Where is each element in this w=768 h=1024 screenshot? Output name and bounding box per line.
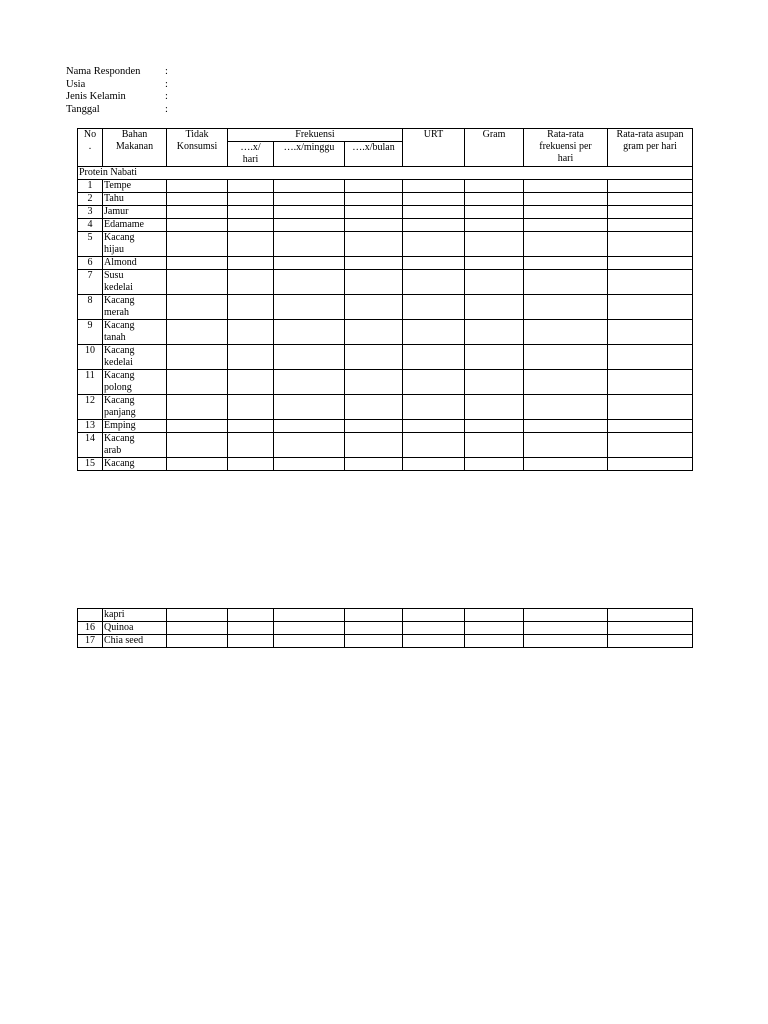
gender-label: Jenis Kelamin	[66, 91, 126, 103]
rata-asupan-cell[interactable]	[608, 345, 693, 370]
food-name: Jamur	[103, 206, 167, 219]
tidak-konsumsi-cell[interactable]	[167, 609, 228, 622]
table-row	[78, 206, 693, 219]
gram-cell[interactable]	[465, 370, 524, 395]
row-number: 7	[78, 270, 103, 295]
per-hari-cell[interactable]	[228, 635, 274, 648]
table-row	[78, 609, 693, 622]
urt-cell[interactable]	[403, 420, 465, 433]
food-name: Susu kedelai	[103, 270, 167, 295]
colon: :	[165, 103, 168, 115]
respondent-info	[66, 66, 175, 116]
per-minggu-cell[interactable]	[274, 320, 345, 345]
gram-cell[interactable]	[465, 458, 524, 471]
table-body	[78, 167, 693, 471]
row-number: 16	[78, 622, 103, 635]
per-minggu-cell[interactable]	[274, 270, 345, 295]
per-hari-cell[interactable]	[228, 206, 274, 219]
rata-asupan-cell[interactable]	[608, 295, 693, 320]
food-name: Tahu	[103, 193, 167, 206]
rata-frekuensi-cell[interactable]	[524, 458, 608, 471]
table-row	[78, 219, 693, 232]
food-frequency-table-continued	[77, 608, 693, 648]
rata-asupan-cell[interactable]	[608, 370, 693, 395]
gram-cell[interactable]	[465, 180, 524, 193]
header-no: No .	[78, 129, 103, 167]
age-label: Usia	[66, 78, 86, 90]
per-hari-cell[interactable]	[228, 180, 274, 193]
row-number: 5	[78, 232, 103, 257]
rata-asupan-cell[interactable]	[608, 180, 693, 193]
gram-cell[interactable]	[465, 395, 524, 420]
table-row	[78, 345, 693, 370]
urt-cell[interactable]	[403, 232, 465, 257]
per-bulan-cell[interactable]	[345, 345, 403, 370]
tidak-konsumsi-cell[interactable]	[167, 622, 228, 635]
food-name: Kacang	[103, 458, 167, 471]
per-hari-cell[interactable]	[228, 622, 274, 635]
rata-asupan-cell[interactable]	[608, 270, 693, 295]
tidak-konsumsi-cell[interactable]	[167, 345, 228, 370]
per-bulan-cell[interactable]	[345, 622, 403, 635]
per-hari-cell[interactable]	[228, 232, 274, 257]
table-row	[78, 635, 693, 648]
tidak-konsumsi-cell[interactable]	[167, 395, 228, 420]
rata-frekuensi-cell[interactable]	[524, 295, 608, 320]
row-number: 6	[78, 257, 103, 270]
urt-cell[interactable]	[403, 609, 465, 622]
rata-frekuensi-cell[interactable]	[524, 180, 608, 193]
per-hari-cell[interactable]	[228, 395, 274, 420]
rata-frekuensi-cell[interactable]	[524, 622, 608, 635]
gram-cell[interactable]	[465, 433, 524, 458]
rata-frekuensi-cell[interactable]	[524, 219, 608, 232]
urt-cell[interactable]	[403, 370, 465, 395]
tidak-konsumsi-cell[interactable]	[167, 206, 228, 219]
info-row-name	[66, 66, 175, 79]
tidak-konsumsi-cell[interactable]	[167, 257, 228, 270]
tidak-konsumsi-cell[interactable]	[167, 433, 228, 458]
per-hari-cell[interactable]	[228, 270, 274, 295]
tidak-konsumsi-cell[interactable]	[167, 420, 228, 433]
food-name: Quinoa	[103, 622, 167, 635]
tidak-konsumsi-cell[interactable]	[167, 219, 228, 232]
per-bulan-cell[interactable]	[345, 458, 403, 471]
gram-cell[interactable]	[465, 270, 524, 295]
rata-asupan-cell[interactable]	[608, 232, 693, 257]
table-row	[78, 295, 693, 320]
per-bulan-cell[interactable]	[345, 395, 403, 420]
table-row	[78, 458, 693, 471]
row-number: 2	[78, 193, 103, 206]
tidak-konsumsi-cell[interactable]	[167, 635, 228, 648]
rata-frekuensi-cell[interactable]	[524, 609, 608, 622]
table-body-continued	[78, 609, 693, 648]
rata-asupan-cell[interactable]	[608, 622, 693, 635]
per-minggu-cell[interactable]	[274, 219, 345, 232]
rata-frekuensi-cell[interactable]	[524, 270, 608, 295]
per-hari-cell[interactable]	[228, 320, 274, 345]
gram-cell[interactable]	[465, 635, 524, 648]
per-bulan-cell[interactable]	[345, 232, 403, 257]
tidak-konsumsi-cell[interactable]	[167, 320, 228, 345]
urt-cell[interactable]	[403, 320, 465, 345]
row-number: 1	[78, 180, 103, 193]
per-minggu-cell[interactable]	[274, 395, 345, 420]
urt-cell[interactable]	[403, 622, 465, 635]
per-minggu-cell[interactable]	[274, 232, 345, 257]
table-row	[78, 370, 693, 395]
rata-frekuensi-cell[interactable]	[524, 635, 608, 648]
row-number: 15	[78, 458, 103, 471]
tidak-konsumsi-cell[interactable]	[167, 295, 228, 320]
rata-asupan-cell[interactable]	[608, 609, 693, 622]
urt-cell[interactable]	[403, 635, 465, 648]
urt-cell[interactable]	[403, 193, 465, 206]
info-row-date	[66, 104, 175, 117]
per-minggu-cell[interactable]	[274, 609, 345, 622]
gram-cell[interactable]	[465, 232, 524, 257]
row-number: 11	[78, 370, 103, 395]
table-row	[78, 257, 693, 270]
respondent-name-label: Nama Responden	[66, 66, 141, 77]
per-hari-cell[interactable]	[228, 219, 274, 232]
table-row	[78, 320, 693, 345]
food-name: Kacang hijau	[103, 232, 167, 257]
header-frekuensi: Frekuensi	[228, 129, 403, 142]
rata-frekuensi-cell[interactable]	[524, 420, 608, 433]
rata-asupan-cell[interactable]	[608, 395, 693, 420]
food-name: Tempe	[103, 180, 167, 193]
row-number: 3	[78, 206, 103, 219]
per-minggu-cell[interactable]	[274, 458, 345, 471]
date-label: Tanggal	[66, 103, 100, 115]
gram-cell[interactable]	[465, 609, 524, 622]
per-minggu-cell[interactable]	[274, 622, 345, 635]
header-per-minggu: ….x/minggu	[274, 142, 345, 167]
row-number: 14	[78, 433, 103, 458]
colon: :	[165, 78, 168, 90]
tidak-konsumsi-cell[interactable]	[167, 180, 228, 193]
per-bulan-cell[interactable]	[345, 433, 403, 458]
food-name: Almond	[103, 257, 167, 270]
food-name: Kacang merah	[103, 295, 167, 320]
per-bulan-cell[interactable]	[345, 370, 403, 395]
rata-asupan-cell[interactable]	[608, 320, 693, 345]
gram-cell[interactable]	[465, 257, 524, 270]
header-rata-frekuensi: Rata-rata frekuensi per hari	[524, 129, 608, 167]
per-bulan-cell[interactable]	[345, 320, 403, 345]
per-hari-cell[interactable]	[228, 193, 274, 206]
per-hari-cell[interactable]	[228, 345, 274, 370]
per-hari-cell[interactable]	[228, 609, 274, 622]
rata-frekuensi-cell[interactable]	[524, 395, 608, 420]
food-name: Kacang arab	[103, 433, 167, 458]
row-number: 9	[78, 320, 103, 345]
rata-frekuensi-cell[interactable]	[524, 433, 608, 458]
gram-cell[interactable]	[465, 295, 524, 320]
per-bulan-cell[interactable]	[345, 180, 403, 193]
tidak-konsumsi-cell[interactable]	[167, 193, 228, 206]
gram-cell[interactable]	[465, 622, 524, 635]
per-minggu-cell[interactable]	[274, 180, 345, 193]
header-urt: URT	[403, 129, 465, 167]
per-bulan-cell[interactable]	[345, 295, 403, 320]
rata-asupan-cell[interactable]	[608, 635, 693, 648]
per-bulan-cell[interactable]	[345, 206, 403, 219]
rata-frekuensi-cell[interactable]	[524, 370, 608, 395]
header-per-bulan: ….x/bulan	[345, 142, 403, 167]
header-gram: Gram	[465, 129, 524, 167]
gram-cell[interactable]	[465, 345, 524, 370]
per-bulan-cell[interactable]	[345, 420, 403, 433]
table-row	[78, 420, 693, 433]
food-name: Kacang kedelai	[103, 345, 167, 370]
urt-cell[interactable]	[403, 433, 465, 458]
rata-asupan-cell[interactable]	[608, 193, 693, 206]
row-number: 8	[78, 295, 103, 320]
food-name: Chia seed	[103, 635, 167, 648]
per-hari-cell[interactable]	[228, 433, 274, 458]
per-bulan-cell[interactable]	[345, 257, 403, 270]
table-row	[78, 270, 693, 295]
food-name: Edamame	[103, 219, 167, 232]
per-hari-cell[interactable]	[228, 295, 274, 320]
tidak-konsumsi-cell[interactable]	[167, 370, 228, 395]
row-number: 12	[78, 395, 103, 420]
per-minggu-cell[interactable]	[274, 635, 345, 648]
gram-cell[interactable]	[465, 193, 524, 206]
per-hari-cell[interactable]	[228, 458, 274, 471]
header-rata-asupan: Rata-rata asupan gram per hari	[608, 129, 693, 167]
food-name: Emping	[103, 420, 167, 433]
row-number: 10	[78, 345, 103, 370]
urt-cell[interactable]	[403, 395, 465, 420]
table-row	[78, 622, 693, 635]
rata-asupan-cell[interactable]	[608, 433, 693, 458]
rata-asupan-cell[interactable]	[608, 420, 693, 433]
per-bulan-cell[interactable]	[345, 635, 403, 648]
tidak-konsumsi-cell[interactable]	[167, 270, 228, 295]
per-hari-cell[interactable]	[228, 257, 274, 270]
per-minggu-cell[interactable]	[274, 420, 345, 433]
row-number: 4	[78, 219, 103, 232]
gram-cell[interactable]	[465, 420, 524, 433]
food-name: Kacang polong	[103, 370, 167, 395]
per-bulan-cell[interactable]	[345, 193, 403, 206]
rata-frekuensi-cell[interactable]	[524, 320, 608, 345]
urt-cell[interactable]	[403, 180, 465, 193]
per-minggu-cell[interactable]	[274, 206, 345, 219]
food-name: kapri	[103, 609, 167, 622]
rata-asupan-cell[interactable]	[608, 206, 693, 219]
row-number: 13	[78, 420, 103, 433]
gram-cell[interactable]	[465, 320, 524, 345]
per-bulan-cell[interactable]	[345, 270, 403, 295]
info-row-gender	[66, 91, 175, 104]
info-row-age	[66, 79, 175, 92]
per-hari-cell[interactable]	[228, 370, 274, 395]
urt-cell[interactable]	[403, 458, 465, 471]
row-number: 17	[78, 635, 103, 648]
food-frequency-table	[77, 128, 693, 471]
table-row	[78, 433, 693, 458]
rata-frekuensi-cell[interactable]	[524, 257, 608, 270]
rata-frekuensi-cell[interactable]	[524, 193, 608, 206]
colon: :	[165, 91, 168, 103]
table-row	[78, 193, 693, 206]
urt-cell[interactable]	[403, 295, 465, 320]
table-row	[78, 180, 693, 193]
colon: :	[165, 66, 168, 77]
food-name: Kacang tanah	[103, 320, 167, 345]
rata-asupan-cell[interactable]	[608, 257, 693, 270]
urt-cell[interactable]	[403, 219, 465, 232]
rata-frekuensi-cell[interactable]	[524, 206, 608, 219]
rata-frekuensi-cell[interactable]	[524, 232, 608, 257]
per-minggu-cell[interactable]	[274, 295, 345, 320]
urt-cell[interactable]	[403, 345, 465, 370]
per-minggu-cell[interactable]	[274, 257, 345, 270]
row-number	[78, 609, 103, 622]
tidak-konsumsi-cell[interactable]	[167, 232, 228, 257]
gram-cell[interactable]	[465, 219, 524, 232]
food-name: Kacang panjang	[103, 395, 167, 420]
rata-asupan-cell[interactable]	[608, 458, 693, 471]
per-minggu-cell[interactable]	[274, 193, 345, 206]
header-per-hari: ….x/ hari	[228, 142, 274, 167]
tidak-konsumsi-cell[interactable]	[167, 458, 228, 471]
header-tidak-konsumsi: Tidak Konsumsi	[167, 129, 228, 167]
table-row	[78, 232, 693, 257]
rata-asupan-cell[interactable]	[608, 219, 693, 232]
per-bulan-cell[interactable]	[345, 609, 403, 622]
rata-frekuensi-cell[interactable]	[524, 345, 608, 370]
table-row	[78, 395, 693, 420]
gram-cell[interactable]	[465, 206, 524, 219]
section-row	[78, 167, 693, 180]
per-bulan-cell[interactable]	[345, 219, 403, 232]
section-label: Protein Nabati	[78, 167, 693, 180]
header-bahan-makanan: Bahan Makanan	[103, 129, 167, 167]
per-minggu-cell[interactable]	[274, 433, 345, 458]
per-minggu-cell[interactable]	[274, 345, 345, 370]
urt-cell[interactable]	[403, 257, 465, 270]
urt-cell[interactable]	[403, 270, 465, 295]
per-minggu-cell[interactable]	[274, 370, 345, 395]
urt-cell[interactable]	[403, 206, 465, 219]
per-hari-cell[interactable]	[228, 420, 274, 433]
